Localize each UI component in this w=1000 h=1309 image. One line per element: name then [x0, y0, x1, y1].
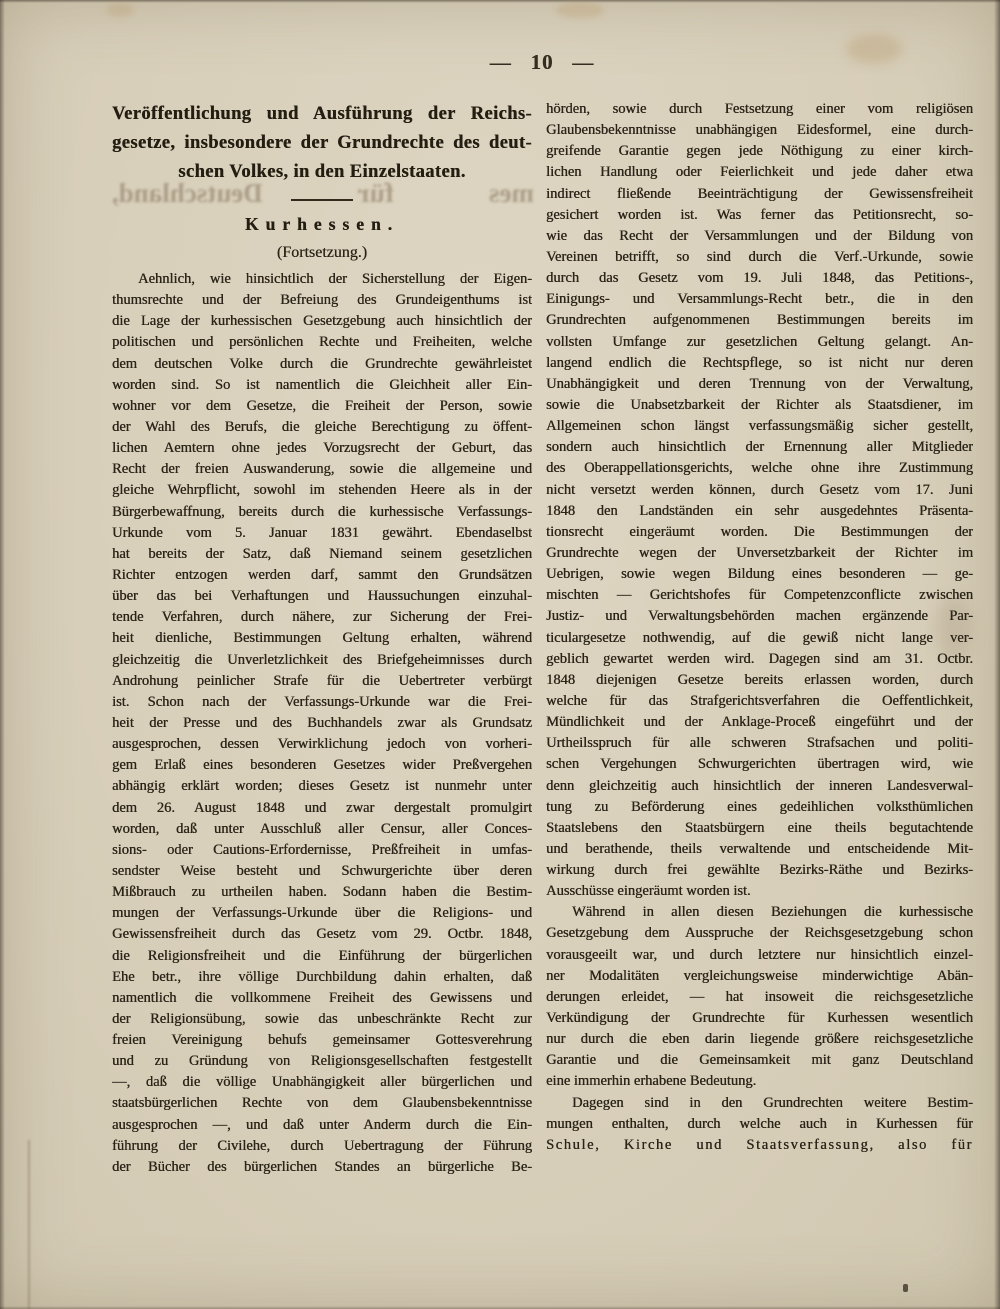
- text-line: lichen Aemtern ohne jedes Vorzugsrecht der Geburt, das: [112, 440, 532, 457]
- text-line: tende Verfahren, durch nähere, zur Sicherung der Frei-: [112, 609, 532, 626]
- text-line: indirect fließende Beeinträchtigung der Gewissensfreiheit: [546, 185, 973, 202]
- text-line: derungen erleidet, — hat insoweit die reichsgesetzliche: [546, 988, 973, 1005]
- text-line: Einigungs- und Versammlungs-Recht betr., die in den: [546, 291, 973, 308]
- text-line: Justiz- und Verwaltungsbehörden machen ergänzende Par-: [546, 608, 973, 625]
- text-line: wie das Recht der Versammlungen und der Bildung von: [546, 227, 973, 244]
- text-line: worden, daß unter Ausschluß aller Censur, aller Conces-: [112, 820, 532, 837]
- text-line: führung der Civilehe, durch Uebertragung der Führung: [112, 1137, 532, 1154]
- scan-edge-left: [0, 0, 5, 1309]
- text-line: —, daß die völlige Unabhängigkeit aller bürgerlichen und: [112, 1074, 532, 1091]
- text-line: lichen Handlung oder Feierlichkeit und jede daher etwa: [546, 164, 973, 181]
- text-line: nicht versetzt werden können, durch Gesetz vom 17. Juni: [546, 481, 973, 498]
- text-line: vorausgeeilt war, und durch letztere nur hinsichtlich einzel-: [546, 946, 973, 963]
- text-line: Ausschüsse eingeräumt worden ist.: [546, 883, 751, 900]
- text-line: der Wahl des Berufs, die gleiche Berechtigung zu öffent-: [112, 418, 532, 435]
- text-line: greifende Garantie gegen jede Nöthigung zu einer kirch-: [546, 143, 973, 160]
- text-line: abhängig erklärt worden; dieses Gesetz ist nunmehr unter: [112, 778, 532, 795]
- text-line: sowie die Unabsetzbarkeit der Richter als Staatsdiener, im: [546, 396, 973, 413]
- text-line: 1848 diejenigen Gesetze bereits erlassen worden, durch: [546, 671, 973, 688]
- text-line: Mißbrauch zu urtheilen haben. Sodann haben die Bestim-: [112, 884, 532, 901]
- text-line: sions- oder Cautions-Erfordernisse, Preßfreiheit in umfas-: [112, 841, 532, 858]
- text-line: Androhung peinlicher Strafe für die Uebertreter verbürgt: [112, 672, 532, 689]
- text-line: Dagegen sind in den Grundrechten weitere Bestim-: [572, 1094, 973, 1111]
- text-line: wohner vor dem Gesetze, die Freiheit der Person, sowie: [112, 397, 532, 414]
- text-line: Grundrechte wegen der Unversetzbarkeit der Richter im: [546, 544, 973, 561]
- text-line: gleichzeitig die Unverletzlichkeit des Briefgeheimnisses durch: [112, 651, 532, 668]
- show-through-text: mes für Deutschland,: [112, 178, 534, 208]
- paper-crease: [28, 1140, 30, 1309]
- text-line: Mündlichkeit und der Anklage-Proceß eingeführt und der: [546, 714, 973, 731]
- text-line: ausgesprochen, dessen Verwirklichung jedoch von vorheri-: [112, 736, 532, 753]
- page-number: — 10 —: [489, 50, 595, 74]
- text-line: der Religionsübung, sowie das unbeschränkte Recht zur: [112, 1010, 532, 1027]
- text-line: wirkung durch frei gewählte Bezirks-Räthe und Bezirks-: [546, 862, 973, 879]
- text-line: tionsrecht eingeräumt worden. Die Bestimmungen der: [546, 523, 973, 540]
- text-line: 1848 den Landständen ein sehr ausgedehntes Präsenta-: [546, 502, 973, 519]
- scan-edge-right: [994, 0, 1000, 1309]
- text-line: gleiche Wehrpflicht, sowohl im stehenden Heere als in der: [112, 482, 532, 499]
- text-line: sondern auch hinsichtlich der Ernennung aller Mitglieder: [546, 439, 973, 456]
- text-line: Garantie und die Gemeinsamkeit mit ganz Deutschland: [546, 1052, 973, 1069]
- text-line: freien Vereinigung behufs gemeinsamer Gottesverehrung: [112, 1032, 532, 1049]
- text-line: und zu Gründung von Religionsgesellschaften festgestellt: [112, 1053, 532, 1070]
- text-line: welche für das Strafgerichtsverfahren die Oeffentlichkeit,: [546, 692, 973, 709]
- text-line: Vereinen betrifft, so sind durch die Verf.-Urkunde, sowie: [546, 248, 973, 265]
- text-line: Bürgerbewaffnung, bereits durch die kurhessische Verfassungs-: [112, 503, 532, 520]
- text-line: Uebrigen, sowie wegen Bildung eines besonderen — ge-: [546, 566, 973, 583]
- text-line: ticulargesetze nothwendig, auf die gewiß nicht lange ver-: [546, 629, 973, 646]
- text-line: heit der Presse und des Buchhandels zwar als Grundsatz: [112, 714, 532, 731]
- text-line: der Bücher des bürgerlichen Standes an bürgerliche Be-: [112, 1158, 532, 1175]
- text-line: Gesetzgebung dem Ausspruche der Reichsgesetzgebung schon: [546, 925, 973, 942]
- text-line: die Religionsfreiheit und die Einführung der bürgerlichen: [112, 947, 532, 964]
- text-line: hörden, sowie durch Festsetzung einer vom religiösen: [546, 101, 973, 117]
- text-line: Verkündigung der Grundrechte für Kurhessen wesentlich: [546, 1010, 973, 1027]
- text-line: staatsbürgerlichen Rechte von dem Glaubensbekenntnisse: [112, 1095, 532, 1112]
- text-line: Glaubensbekenntnisse unabhängigen Eidesformel, eine durch-: [546, 122, 973, 139]
- text-line: ausgesprochen —, und daß unter Anderm durch die Ein-: [112, 1116, 532, 1133]
- text-line: denn gleichzeitig auch hinsichtlich der inneren Landesverwal-: [546, 777, 973, 794]
- article-title: [112, 100, 532, 187]
- text-line: gesetze, insbesondere der Grundrechte des deut-: [112, 133, 532, 153]
- text-line: hat bereits der Satz, daß Niemand seinem gesetzlichen: [112, 545, 532, 562]
- text-line: langend endlich die Rechtspflege, so ist nicht nur deren: [546, 354, 973, 371]
- text-line: Urkunde vom 5. Januar 1831 gewährt. Ebendaselbst: [112, 524, 532, 541]
- text-line: Aehnlich, wie hinsichtlich der Sicherstellung der Eigen-: [138, 271, 532, 287]
- text-line: namentlich die vollkommene Freiheit des Gewissens und: [112, 989, 532, 1006]
- left-column-text: [112, 269, 532, 1178]
- text-line: Staatslebens den Staatsbürgern eine theils begutachtende: [546, 819, 973, 836]
- text-line: Veröffentlichung und Ausführung der Reichs-: [112, 104, 532, 124]
- paper-stain: [556, 2, 604, 18]
- paper-stain: [106, 3, 134, 17]
- text-line: vollsten Umfange zur gesetzlichen Geltung gelangt. An-: [546, 333, 973, 350]
- text-line: mungen enthalten, durch welche auch in Kurhessen für: [546, 1115, 973, 1132]
- text-line: dem deutschen Volke durch die Grundrechte gewährleistet: [112, 355, 532, 372]
- text-line: politischen und persönlichen Rechte und Freiheiten, welche: [112, 334, 532, 351]
- text-line: gesichert worden ist. Was ferner das Petitionsrecht, so-: [546, 206, 973, 223]
- title-divider-rule: [291, 199, 353, 201]
- text-line: tung zu Beförderung eines gedeihlichen volksthümlichen: [546, 798, 973, 815]
- text-line: Grundrechten aufgenommenen Bestimmungen bereits im: [546, 312, 973, 329]
- text-line: Gewissensfreiheit durch das Gesetz vom 29. Octbr. 1848,: [112, 926, 532, 943]
- text-line: thumsrechte und der Befreiung des Grundeigenthums ist: [112, 292, 532, 309]
- text-line: Recht der freien Auswanderung, sowie die allgemeine und: [112, 461, 532, 478]
- text-line: gem Erlaß eines besonderen Gesetzes wider Preßvergehen: [112, 757, 532, 774]
- text-line: über das bei Verhaftungen und Haussuchungen einzuhal-: [112, 588, 532, 605]
- text-line: geblich gewartet werden wird. Dagegen sind am 31. Octbr.: [546, 650, 973, 667]
- text-line: dem 26. August 1848 und zwar dergestalt promulgirt: [112, 799, 532, 816]
- text-line: Richter entzogen werden darf, sammt den Grundsätzen: [112, 566, 532, 583]
- left-column: [112, 100, 532, 1178]
- ink-speck: [903, 1284, 908, 1292]
- text-line: heit dienliche, Bestimmungen Geltung erhalten, während: [112, 630, 532, 647]
- text-line: worden sind. So ist namentlich die Gleichheit aller Ein-: [112, 376, 532, 393]
- text-line: Ehe betr., ihre völlige Durchbildung dahin erhalten, daß: [112, 968, 532, 985]
- text-line: mungen der Verfassungs-Urkunde über die Religions- und: [112, 905, 532, 922]
- text-line: ist. Schon nach der Verfassungs-Urkunde war die Frei-: [112, 693, 532, 710]
- text-line: die Lage der kurhessischen Gesetzgebung auch hinsichtlich der: [112, 313, 532, 330]
- right-column: [546, 99, 973, 1156]
- text-line: eine immerhin erhabene Bedeutung.: [546, 1073, 757, 1090]
- scan-edge-top: [0, 0, 1000, 3]
- text-line: schen Volkes, in den Einzelstaaten.: [178, 162, 466, 182]
- text-line: des Oberappellationsgerichts, welche ohne ihre Zustimmung: [546, 460, 973, 477]
- right-column-text: [546, 99, 973, 1156]
- text-line: sendster Weise besteht und Schwurgerichte über deren: [112, 862, 532, 879]
- section-subheading: (Fortsetzung.): [276, 244, 368, 261]
- text-line: Während in allen diesen Beziehungen die kurhessische: [572, 904, 973, 921]
- text-line: mischten — Gerichtshofes für Competenzconflicte zwischen: [546, 587, 973, 604]
- text-line: schen Vergehungen Schwurgerichten übertragen wird, wie: [546, 756, 973, 773]
- text-line: Schule, Kirche und Staatsverfassung, also für: [546, 1136, 973, 1153]
- text-line: Unabhängigkeit und deren Trennung von der Verwaltung,: [546, 375, 973, 392]
- text-line: und berathende, theils verwaltende und entscheidende Mit-: [546, 840, 973, 857]
- section-heading: Kurhessen.: [244, 214, 400, 234]
- text-line: Allgemeinen schon längst verfassungsmäßig sicher gestellt,: [546, 418, 973, 435]
- text-line: Urtheilsspruch für alle schweren Strafsachen und politi-: [546, 735, 973, 752]
- text-line: ner Modalitäten vergleichungsweise minderwichtige Abän-: [546, 967, 973, 984]
- text-line: nur durch die eben darin liegende größere reichsgesetzliche: [546, 1031, 973, 1048]
- text-line: durch das Gesetz vom 19. Juli 1848, das Petitions-,: [546, 270, 973, 287]
